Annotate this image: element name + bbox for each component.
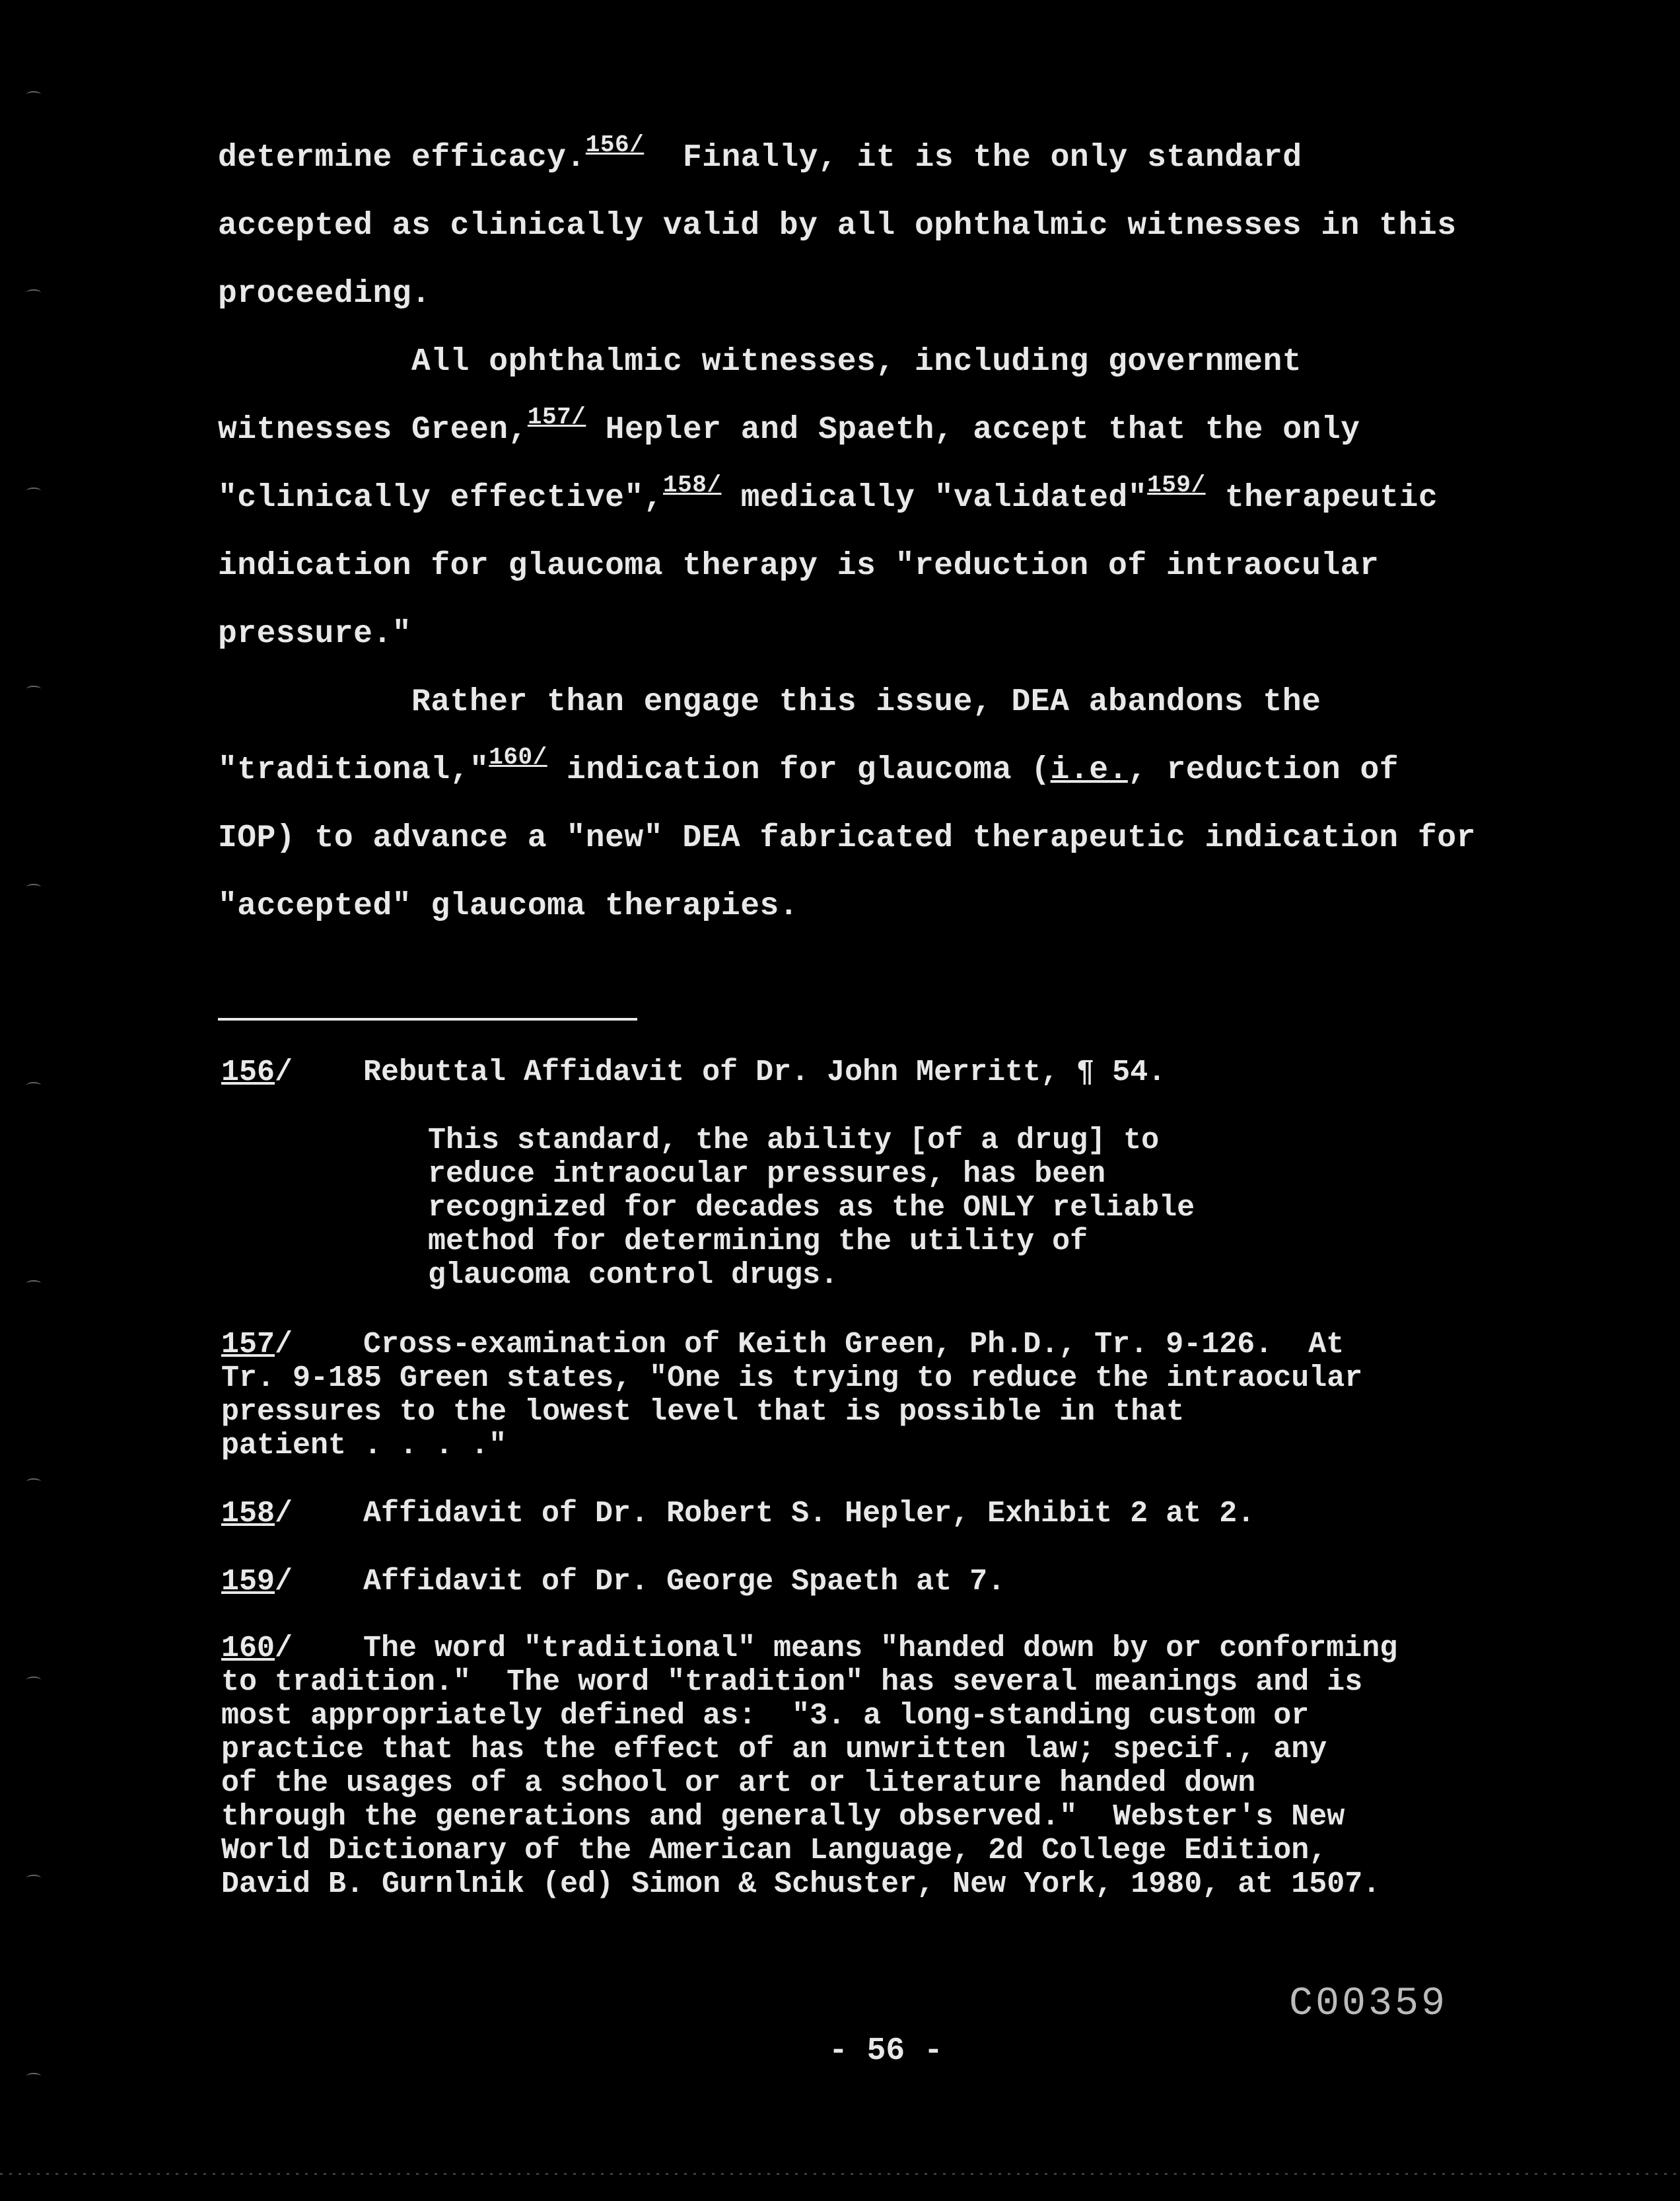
- text-run: indication for glaucoma (: [547, 752, 1051, 788]
- footnote-ref-158[interactable]: 158/: [663, 472, 722, 499]
- footnote-number-text: 157: [221, 1328, 275, 1361]
- footnote-text: Affidavit of Dr. George Spaeth at 7.: [363, 1565, 1006, 1599]
- footnote-157: [221, 1328, 1362, 1462]
- body-line-9: Rather than engage this issue, DEA abandons the: [218, 684, 1321, 720]
- text-run: , reduction of: [1127, 752, 1399, 788]
- page-number: - 56 -: [829, 2033, 943, 2069]
- text-run: determine efficacy.: [218, 140, 586, 176]
- footnote-separator: [218, 1018, 637, 1021]
- text-run: "traditional,": [218, 752, 489, 788]
- body-line-3: proceeding.: [218, 276, 431, 312]
- body-line-11: IOP) to advance a "new" DEA fabricated therapeutic indication for: [218, 820, 1476, 856]
- footnote-line: most appropriately defined as: "3. a long-standing custom or: [221, 1699, 1310, 1733]
- quote-line: method for determining the utility of: [428, 1225, 1088, 1258]
- scan-mark: [26, 487, 41, 494]
- footnote-ref-157[interactable]: 157/: [527, 404, 586, 431]
- text-run: Finally, it is the only standard: [644, 140, 1302, 176]
- text-run: witnesses Green,: [218, 412, 528, 448]
- footnote-number-text: 158: [221, 1497, 275, 1531]
- scan-mark: [26, 2073, 41, 2079]
- scan-mark: [26, 289, 41, 296]
- footnote-ref-160[interactable]: 160/: [489, 744, 547, 771]
- body-line-12: "accepted" glaucoma therapies.: [218, 888, 799, 924]
- footnote-158: [221, 1497, 1255, 1531]
- quote-line: This standard, the ability [of a drug] to: [428, 1124, 1160, 1157]
- footnote-159: [221, 1565, 1005, 1599]
- body-line-4: All ophthalmic witnesses, including government: [218, 344, 1302, 380]
- footnote-number-text: 160: [221, 1632, 275, 1665]
- body-line-10: [218, 744, 1399, 788]
- footnote-line: pressures to the lowest level that is possible in that: [221, 1395, 1185, 1429]
- footnote-line: World Dictionary of the American Language, 2d College Edition,: [221, 1834, 1327, 1867]
- footnote-text: Affidavit of Dr. Robert S. Hepler, Exhibit 2 at 2.: [363, 1497, 1255, 1531]
- quote-line: glaucoma control drugs.: [428, 1258, 839, 1292]
- footnote-number-text: 159: [221, 1565, 275, 1599]
- footnote-text: The word "traditional" means "handed down by or conforming: [363, 1632, 1398, 1665]
- body-line-7: indication for glaucoma therapy is "reduction of intraocular: [218, 548, 1380, 584]
- footnote-line: of the usages of a school or art or literature handed down: [221, 1766, 1256, 1800]
- footnote-number-text: 156: [221, 1056, 275, 1089]
- body-line-6: [218, 472, 1438, 516]
- scan-mark: [26, 686, 41, 692]
- body-line-8: pressure.": [218, 616, 412, 652]
- scan-mark: [26, 1082, 41, 1089]
- body-line-2: accepted as clinically valid by all ophthalmic witnesses in this: [218, 208, 1457, 244]
- scan-mark: [26, 1677, 41, 1683]
- footnote-156: [221, 1056, 1166, 1089]
- text-run: "clinically effective",: [218, 480, 664, 516]
- scan-mark: [26, 1875, 41, 1881]
- footnote-line: patient . . . .": [221, 1429, 507, 1462]
- scan-mark: [26, 1280, 41, 1287]
- footnote-line: practice that has the effect of an unwritten law; specif., any: [221, 1733, 1327, 1766]
- footnote-number: 156/: [221, 1056, 293, 1089]
- footnote-156-quote: [428, 1124, 1195, 1292]
- scan-mark: [26, 884, 41, 890]
- quote-line: reduce intraocular pressures, has been: [428, 1157, 1106, 1191]
- scan-mark: [26, 91, 41, 98]
- scan-edge-dots: [0, 2173, 1680, 2175]
- footnote-text: Rebuttal Affidavit of Dr. John Merritt, ¶ 54.: [363, 1056, 1166, 1089]
- footnote-number: 157/: [221, 1328, 293, 1361]
- footnote-line: through the generations and generally observed." Webster's New: [221, 1800, 1345, 1834]
- footnote-text: Cross-examination of Keith Green, Ph.D., Tr. 9-126. At: [363, 1328, 1345, 1361]
- body-line-5: [218, 404, 1360, 448]
- footnote-ref-159[interactable]: 159/: [1147, 472, 1206, 499]
- quote-line: recognized for decades as the ONLY reliable: [428, 1191, 1195, 1225]
- ie-abbrev: i.e.: [1050, 752, 1128, 788]
- text-run: medically "validated": [721, 480, 1148, 516]
- text-run: Hepler and Spaeth, accept that the only: [586, 412, 1360, 448]
- footnote-line: to tradition." The word "tradition" has several meanings and is: [221, 1665, 1363, 1699]
- footnote-number: 160/: [221, 1632, 293, 1665]
- footnote-ref-156[interactable]: 156/: [585, 131, 645, 159]
- footnote-number: 159/: [221, 1565, 293, 1599]
- scan-mark: [26, 1478, 41, 1485]
- text-run: therapeutic: [1205, 480, 1438, 516]
- body-line-1: [218, 131, 1302, 176]
- footnote-line: Tr. 9-185 Green states, "One is trying to reduce the intraocular: [221, 1361, 1363, 1395]
- bates-stamp: C00359: [1289, 1982, 1448, 2027]
- footnote-number: 158/: [221, 1497, 293, 1531]
- footnote-line: David B. Gurnlnik (ed) Simon & Schuster, New York, 1980, at 1507.: [221, 1867, 1381, 1901]
- footnote-160: [221, 1632, 1397, 1901]
